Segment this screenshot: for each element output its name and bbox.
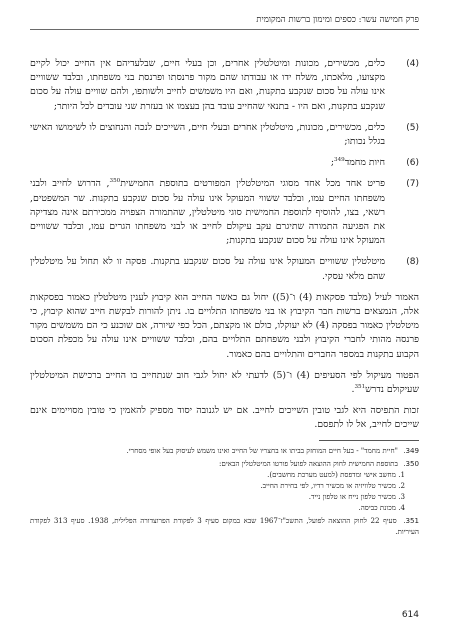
paragraph-text-end: . (351, 384, 355, 396)
footnote-text: "חיית מחמד" - בעל חיים המוחזק בביתו או בחצריו של החייב ואינו משמש לעיסוק בעל אופי מסחרי. (126, 445, 398, 455)
clause-7 (30, 177, 419, 248)
footnote-351 (30, 515, 419, 537)
footnote-reference[interactable]: 350 (109, 178, 121, 185)
clause-text: פריט אחד מכל אחד מסוגי המיטלטלין המפורטים בתוספת החמישית (120, 178, 386, 190)
footnote-text: בתוספת החמישית לחוק ההוצאה לפועל פורטו המיטלטלין הבאים: (219, 458, 398, 468)
clause-text: חיות מחמד (344, 157, 385, 169)
footnote-reference[interactable]: 349 (334, 157, 345, 164)
footnote-350 (30, 458, 419, 513)
clause-5 (30, 121, 419, 149)
footnote-number: 349. (403, 445, 419, 455)
body-paragraph: האמור לעיל (מלבד פסקאות (4) ו־(5)) יחול גם כאשר החייב הוא קיבוץ לענין מיטלטלין כאמור בפסקאות אלה, הנמצאים ברשות חבר הקיבוץ או בני משפחתו התלויים בו. ניתן להורות לבקשת חייב שהוא קיבוץ, כי מיטלטלין כאמור בפסקה (4) לא יעוקלו, כולם או מקצתם, הכל כפי שיורה, אם שוכנע כי הם משמשים מקור פרנסה מהותי לחברי הקיבוץ ולבני משפחתם התלויים בהם, ובלבד ששוויים אינו עולה על מכפלת הסכום הקבוע בתקנות במספר החברים והתלויים בהם כאמור. (30, 291, 419, 360)
page-body (30, 57, 419, 539)
paragraph-text: הפטור מעיקול לפי הסעיפים (4) ו־(5) לדעתי לא יחול לגבי חוב שנתחייב בו החייב ברכישת המיטלטלין שעיקולם נדרש (30, 369, 419, 396)
clause-text: מיטלטלין ששוויים המעוקל אינו עולה על סכום שנקבע בתקנות. פסקה זו לא תחול על מיטלטלין שהם מלאי עסקי. (30, 256, 385, 282)
footnote-list-item: 1. מחשב אישי ומדפסת (למעט מערכת מחשבים). (267, 469, 405, 479)
clause-number: (7) (406, 179, 419, 190)
footnote-divider (319, 440, 419, 441)
footnote-list-item: 4. מכונת כביסה. (358, 502, 405, 512)
footnote-349 (30, 445, 419, 456)
clause-6: (6) חיות מחמד$^{349}$; (30, 156, 419, 170)
footnote-number: 351. (403, 515, 420, 525)
footnote-list-item: 3. מכשיר טלפון נייח או טלפון נייד. (308, 491, 405, 501)
clause-number: (4) (406, 59, 419, 69)
page-number: 614 (401, 610, 419, 620)
header-divider (30, 29, 419, 30)
clause-number: (6) (406, 158, 419, 169)
clause-text: כלים, מכשירים, מכונות, מיטלטלין אחרים ובעלי חיים, השייכים לנכה והנחוצים לו לשימושו האישי בגלל נכותו; (30, 121, 385, 148)
footnote-number: 350. (403, 458, 419, 468)
footnote-text: סעיף 22 לחוק ההוצאה לפועל, התשכ"ז־1967 שבא במקום סעיף 3 לפקודת הפרוצדורה הפלילית, 1938. סעיף 313 לפקודת העיריות. (30, 515, 419, 536)
clause-4 (30, 57, 419, 114)
clause-text-continued: , הדרוש לחייב ולבני משפחתו החיים עמו, ובלבד ששווי המעוקל אינו עולה על סכום שנקבע בתקנות. שר המשפטים, רשאי, בצו, להוסיף לתוספת החמישית סוגי מיטלטלין, שהתמורה הצפויה ממכירתם אינה מצדיקה את הפגיעה התמורה שתיגרם עקב עיקולם לחייב או לבני משפחתו הגרים עמו, ובלבד ששוויים המעוקל אינו עולה על סכום שנקבע בתקנות; (30, 178, 385, 247)
footnote-reference[interactable]: 351 (354, 383, 366, 390)
clause-number: (8) (406, 257, 419, 268)
footnote-list-item: 2. מכשיר טלוויזיה או מכשיר רדיו, לפי בחירת החייב. (260, 480, 405, 490)
body-paragraph: זכות התפיסה היא לגבי טובין השייכים לחייב. אם יש לגנובה יסוד מספיק להאמין כי טובין מסויימים אינם שייכים לחייב, אל לו לתפסם. (30, 405, 419, 431)
running-header: פרק חמישה עשר: כספים ומימון ברשות המקומית (256, 15, 419, 25)
clause-number: (5) (406, 122, 419, 133)
body-paragraph (30, 369, 419, 397)
clause-8 (30, 255, 419, 283)
clause-text: כלים, מכשירים, מכונות ומיטלטלין אחרים, וכן בעלי חיים, שבלעדיהם אין החייב יכול לקיים מקצועו, מלאכתו, משלח ידו או עבודתו שהם מקור פרנסתו ופרנסת בני משפחתו, ובלבד ששוויים אינו עולה על סכום שנקבע בתקנות, ואם היו משמשים לחייב ולשותפו, ולהם שוויים עולה על סכום שנקבע בתקנות, ואם היו - בתנאי שהחייב עובד בהן בעצמו או בעזרת שני עובדים לכל היותר; (30, 58, 385, 112)
